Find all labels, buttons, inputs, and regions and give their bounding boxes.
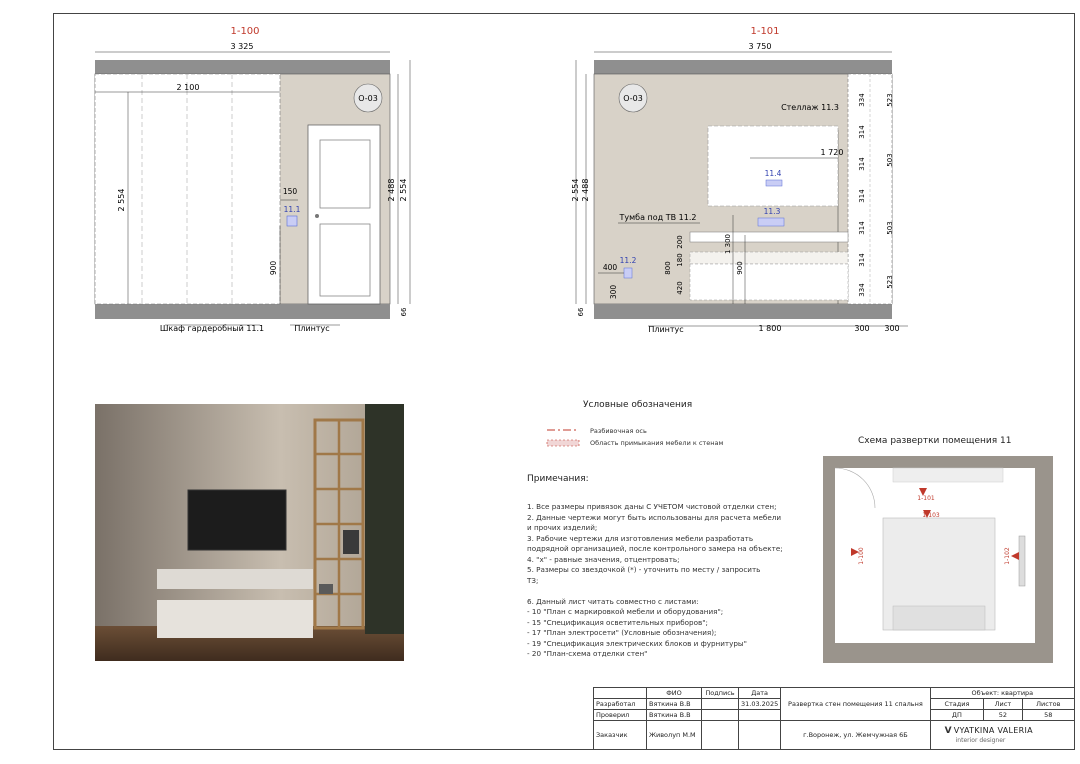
tb-date: 31.03.2025 (739, 699, 781, 710)
scheme-marker: 1-102 (1004, 547, 1011, 565)
tb-role: Разработал (594, 699, 647, 710)
tb-object: Объект: квартира (930, 688, 1074, 699)
tb-address: г.Воронеж, ул. Жемчужная 6Б (781, 721, 930, 750)
logo-v-icon: V (944, 726, 952, 736)
tv-socket: 11.4 (764, 169, 782, 178)
tb-header-stage: Стадия (930, 699, 984, 710)
note-line: - 19 "Спецификация электрических блоков и фурнитуры" (527, 638, 747, 648)
shelf-dim: 523 (886, 275, 894, 289)
tb-name: Живолуп М.М (647, 721, 702, 750)
shelf-dim: 523 (886, 93, 894, 107)
brand-name: VYATKINA VALERIA (953, 726, 1033, 735)
tb-header-sheets: Листов (1022, 699, 1074, 710)
dim-300: 300 (609, 284, 618, 300)
note-line: 3. Рабочие чертежи для изготовления мебели разработать (527, 533, 754, 543)
dim-66: 66 (577, 307, 585, 317)
dim-900: 900 (736, 261, 744, 275)
elevation-1-101 (570, 20, 920, 345)
low-socket: 11.2 (619, 256, 637, 265)
cabinet-socket: 11.3 (763, 207, 781, 216)
dim-1300: 1 300 (724, 233, 732, 255)
dim-800: 800 (664, 261, 672, 275)
legend-item-axis: Разбивочная ось (590, 427, 647, 435)
title-block (593, 687, 1075, 750)
marker-o03: O-03 (358, 94, 378, 103)
note-line: - 20 "План-схема отделки стен" (527, 649, 648, 658)
scheme-marker: 1-103 (922, 512, 940, 519)
cabinet-label: Тумба под ТВ 11.2 (619, 213, 697, 222)
tb-sheets: 58 (1022, 710, 1074, 721)
note-line: 2. Данные чертежи могут быть использованы для расчета мебели (527, 512, 782, 522)
notes-list (527, 502, 783, 660)
bottom-300b: 300 (884, 324, 900, 333)
note-line: - 10 "План с маркировкой мебели и оборудования"; (527, 607, 724, 616)
note-line: 5. Размеры со звездочкой (*) - уточнить по месту / запросить (527, 565, 761, 574)
overall-width: 3 325 (230, 42, 254, 51)
height-full: 2 554 (571, 178, 580, 202)
socket-11-1: 11.1 (283, 205, 301, 214)
marker-o03: O-03 (623, 94, 643, 103)
bottom-plinth: Плинтус (648, 325, 684, 334)
shelf-dim: 503 (886, 221, 894, 235)
interior-render (95, 404, 404, 661)
tb-name: Вяткина В.В (647, 699, 702, 710)
tb-header-sign: Подпись (702, 688, 739, 699)
height-full-right: 2 554 (399, 178, 408, 202)
elevation-1-100 (80, 20, 420, 345)
tb-role: Заказчик (594, 721, 647, 750)
room-scheme (823, 456, 1053, 663)
overall-width: 3 750 (748, 42, 772, 51)
tb-name: Вяткина В.В (647, 710, 702, 721)
scheme-title: Схема развертки помещения 11 (858, 436, 1012, 446)
tb-header-date: Дата (739, 688, 781, 699)
tb-stage: ДП (930, 710, 984, 721)
note-line: ТЗ; (527, 575, 539, 585)
shelf-dim: 314 (858, 189, 866, 203)
height-ceiling: 2 488 (387, 178, 396, 202)
callout-plinth: Плинтус (294, 324, 330, 333)
note-line: 1. Все размеры привязок даны С УЧЕТОМ чистовой отделки стен; (527, 502, 777, 511)
note-line: и прочих изделий; (527, 523, 598, 532)
shelf-label: Стеллаж 11.3 (781, 103, 839, 112)
elevation-label: 1-101 (750, 26, 780, 37)
legend-title: Условные обозначения (583, 400, 693, 410)
shelf-dim: 314 (858, 221, 866, 235)
shelf-dim: 334 (858, 283, 866, 297)
shelf-dim: 314 (858, 125, 866, 139)
note-line: - 15 "Спецификация осветительных приборов"; (527, 617, 708, 627)
dim-66: 66 (400, 307, 408, 317)
tb-role: Проверил (594, 710, 647, 721)
note-line: 4. "x" - равные значения, отцентровать; (527, 554, 680, 564)
dim-180: 180 (676, 253, 684, 267)
note-line: подрядной организацией, после контрольного замера на объекте; (527, 544, 783, 553)
shelf-dim: 334 (858, 93, 866, 107)
tb-header-sheet: Лист (984, 699, 1022, 710)
elevation-label: 1-100 (230, 26, 260, 37)
note-line: 6. Данный лист читать совместно с листами: (527, 596, 699, 606)
callout-wardrobe: Шкаф гардеробный 11.1 (159, 324, 265, 333)
notes-title: Примечания: (527, 474, 589, 484)
tb-sheet-title: Развертка стен помещения 11 спальня (781, 688, 930, 721)
dim-200: 200 (676, 235, 684, 249)
tb-header-fio: ФИО (647, 688, 702, 699)
dim-900: 900 (269, 260, 278, 276)
tb-sheet: 52 (984, 710, 1022, 721)
dim-400: 400 (602, 263, 618, 272)
shelf-dim: 314 (858, 253, 866, 267)
note-line: - 17 "План электросети" (Условные обозначения); (527, 628, 717, 637)
wardrobe-width: 2 100 (176, 83, 200, 92)
note-line (527, 586, 783, 597)
tb-brand (930, 721, 1074, 750)
bottom-300a: 300 (854, 324, 870, 333)
bottom-1800: 1 800 (758, 324, 782, 333)
height-full: 2 554 (117, 188, 126, 212)
scheme-marker: 1-101 (917, 495, 935, 502)
dim-420: 420 (676, 281, 684, 295)
tv-width: 1 720 (820, 148, 844, 157)
scheme-marker: 1-100 (858, 547, 865, 565)
legend-item-area: Область примыкания мебели к стенам (590, 439, 724, 447)
brand-sub: interior designer (955, 737, 1006, 744)
dim-150: 150 (282, 187, 298, 196)
legend-symbols (545, 425, 585, 449)
height-ceiling: 2 488 (581, 178, 590, 202)
shelf-dim: 503 (886, 153, 894, 167)
shelf-dim: 314 (858, 157, 866, 171)
